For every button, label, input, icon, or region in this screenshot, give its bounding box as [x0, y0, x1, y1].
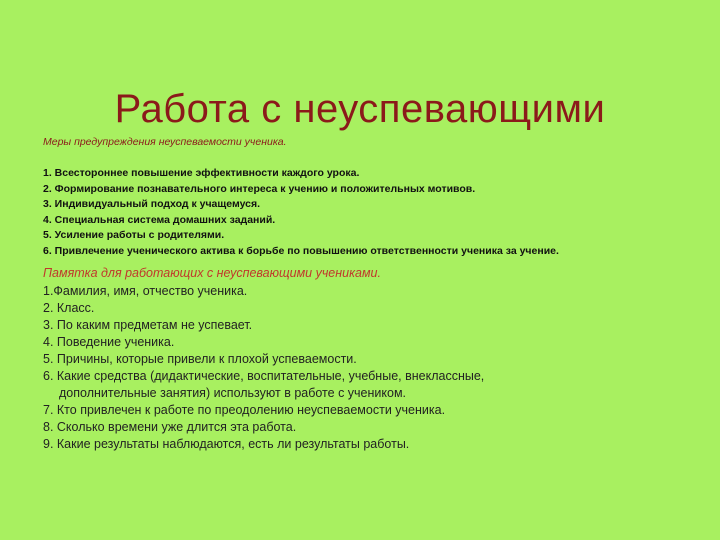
list-item: 2. Класс.	[43, 301, 95, 315]
list-item: 6. Какие средства (дидактические, воспитательные, учебные, внеклассные,	[43, 369, 485, 383]
list-item: 4. Поведение ученика.	[43, 335, 175, 349]
section2-list	[43, 283, 484, 453]
list-item: 9. Какие результаты наблюдаются, есть ли результаты работы.	[43, 437, 410, 451]
list-item: 3. По каким предметам не успевает.	[43, 318, 253, 332]
section2-heading: Памятка для работающих с неуспевающими учениками.	[43, 266, 381, 280]
list-item: 2. Формирование познавательного интереса к учению и положительных мотивов.	[43, 182, 476, 195]
section1-heading: Меры предупреждения неуспеваемости ученика.	[43, 136, 287, 148]
list-item: 8. Сколько времени уже длится эта работа.	[43, 420, 297, 434]
list-item-continuation	[43, 385, 484, 402]
list-item: 4. Специальная система домашних заданий.	[43, 213, 276, 226]
list-item: 6. Привлечение ученического актива к борьбе по повышению ответственности ученика за учение.	[43, 244, 559, 257]
section1-list	[43, 166, 559, 259]
list-item: 1.Фамилия, имя, отчество ученика.	[43, 284, 248, 298]
continuation-text: дополнительные занятия) используют в работе с учеником.	[59, 386, 407, 400]
page-title: Работа с неуспевающими	[114, 86, 606, 131]
list-item: 3. Индивидуальный подход к учащемуся.	[43, 198, 261, 210]
list-item: 7. Кто привлечен к работе по преодолению неуспеваемости ученика.	[43, 403, 446, 417]
list-item: 5. Причины, которые привели к плохой успеваемости.	[43, 352, 357, 366]
list-item: 1. Всестороннее повышение эффективности каждого урока.	[43, 167, 360, 179]
list-item: 5. Усиление работы с родителями.	[43, 229, 225, 241]
